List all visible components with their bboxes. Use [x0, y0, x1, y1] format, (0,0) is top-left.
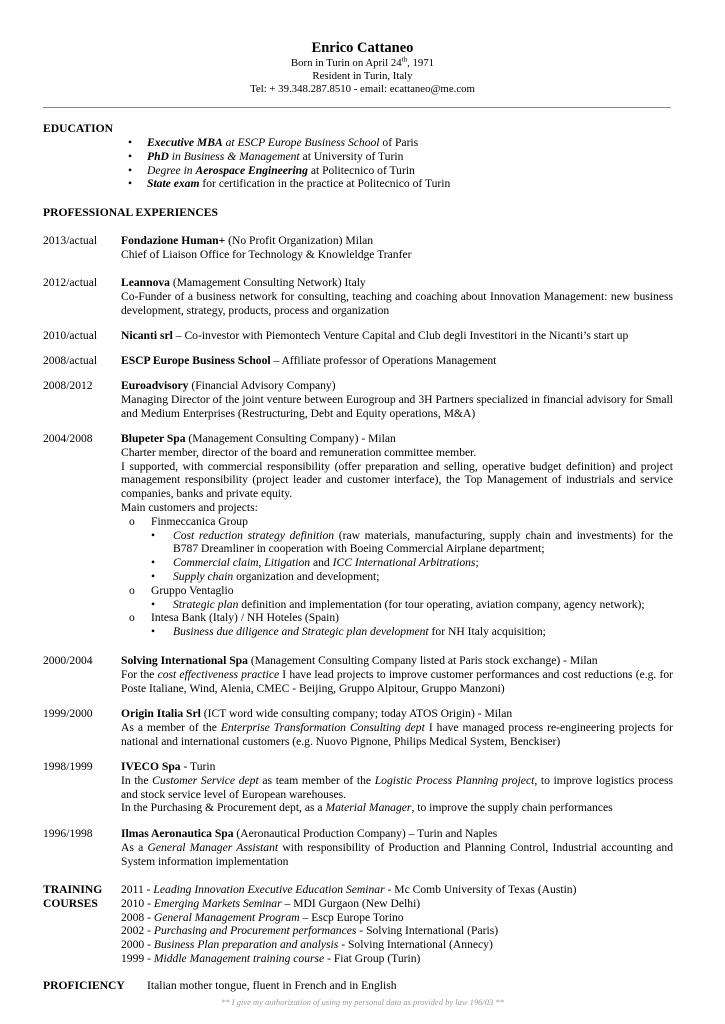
company-name: IVECO Spa [121, 760, 181, 773]
education-item: • State exam for certification in the practice at Politecnico of Turin [128, 177, 450, 191]
training-item: 2008 - General Management Program – Escp Europe Torino [121, 910, 404, 924]
experience-date: 2004/2008 [43, 432, 93, 445]
training-item: 2002 - Purchasing and Procurement performances - Solving International (Paris) [121, 924, 499, 938]
birth-suffix: th [401, 55, 408, 64]
education-item: • PhD in Business & Management at University of Turin [128, 150, 450, 164]
education-list [128, 136, 450, 191]
experience-date: 2008/actual [43, 354, 98, 367]
experience-role: In the Customer Service dept as team member of the Logistic Process Planning project, to improve logistics process and stock service level of European warehouses. [121, 773, 673, 801]
training-item: 1999 - Middle Management training course - Fiat Group (Turin) [121, 951, 421, 965]
project-item: • Business due diligence and Strategic plan development for NH Italy acquisition; [151, 625, 546, 639]
experience-role: For the cost effectiveness practice I have lead projects to improve customer performances and cost reductions (e.g. for Poste Italiane, Wind, Alenia, CMEC - Beijing, Gruppo Alpitour, Gruppo Manzoni) [121, 667, 673, 695]
contact-info: Tel: + 39.348.287.8510 - email: ecattaneo@me.com [250, 83, 475, 95]
experience-body: Solving International Spa (Management Consulting Company listed at Paris stock exchange) - Milan For the cost effectiveness practice I have lead projects to improve customer performances and cost reductions (e.g. for Poste Italiane, Wind, Alenia, CMEC - Beijing, Gruppo Alpitour, Gruppo Manzoni) [121, 654, 673, 695]
header-divider [43, 107, 671, 108]
candidate-name: Enrico Cattaneo [311, 40, 414, 56]
experience-role: Charter member, director of the board and remuneration committee member. [121, 445, 477, 459]
experience-subheading: Main customers and projects: [121, 500, 258, 514]
experience-body: IVECO Spa - Turin In the Customer Service dept as team member of the Logistic Process Planning project, to improve logistics process and stock service level of European warehouses. In the Purchasing & Procurement dept, as a Material Manager, to improve the supply chain performances [121, 760, 673, 815]
project-item: • Supply chain organization and development; [151, 569, 380, 583]
experience-date: 2008/2012 [43, 379, 93, 392]
training-list [121, 883, 576, 966]
company-name: Euroadvisory [121, 379, 189, 392]
company-name: Nicanti srl [121, 329, 173, 342]
training-heading-line: COURSES [43, 896, 98, 910]
training-heading-line: TRAINING [43, 883, 103, 896]
birth-year: , 1971 [407, 57, 435, 69]
training-item: 2000 - Business Plan preparation and analysis - Solving International (Annecy) [121, 938, 493, 952]
company-name: ESCP Europe Business School [121, 354, 271, 367]
training-item: 2010 - Emerging Markets Seminar – MDI Gurgaon (New Delhi) [121, 896, 421, 910]
experience-role: As a General Manager Assistant with responsibility of Production and Planning Control, Industrial accounting and System information implementation [121, 840, 673, 868]
experience-description: I supported, with commercial responsibility (offer preparation and selling, operative budget definition) and project management responsibility (project leader and customer interface), the Top Management of industrials and service companies, banks and private equity. [121, 459, 673, 501]
training-item: 2011 - Leading Innovation Executive Education Seminar - Mc Comb University of Texas (Austin) [121, 883, 577, 896]
company-name: Origin Italia Srl [121, 707, 201, 720]
birth-info [0, 57, 725, 70]
experience-date: 2000/2004 [43, 654, 93, 667]
training-heading [43, 883, 102, 911]
company-name: Blupeter Spa [121, 432, 186, 445]
birth-text: Born in Turin on April 24 [290, 57, 402, 69]
experience-date: 1998/1999 [43, 760, 93, 773]
experience-role: Co-Funder of a business network for consulting, teaching and coaching about Innovation Management: new business development, strategy, products, process and organization [121, 289, 673, 317]
experience-role: In the Purchasing & Procurement dept, as a Material Manager, to improve the supply chain performances [121, 801, 613, 815]
experience-role: Managing Director of the joint venture between Eurogroup and 3H Partners specialized in financial advisory for Small and Medium Enterprises (Restructuring, Debt and Equity operations, M&A) [121, 392, 673, 420]
experience-date: 1999/2000 [43, 707, 93, 720]
experience-date: 2010/actual [43, 329, 98, 342]
experience-body: Leannova (Mamagement Consulting Network) Italy Co-Funder of a business network for consulting, teaching and coaching about Innovation Management: new business development, strategy, products, process and organization [121, 276, 673, 317]
project-item: • Strategic plan definition and implementation (for tour operating, aviation company, agency network); [151, 597, 645, 611]
education-heading: EDUCATION [43, 122, 113, 135]
experience-body: Euroadvisory (Financial Advisory Company) Managing Director of the joint venture between Eurogroup and 3H Partners specialized in financial advisory for Small and Medium Enterprises (Restructuring, Debt and Equity operations, M&A) [121, 379, 673, 420]
proficiency-text: Italian mother tongue, fluent in French and in English [147, 979, 397, 992]
experience-date: 1996/1998 [43, 827, 93, 840]
experience-date: 2012/actual [43, 276, 98, 289]
experience-body: Ilmas Aeronautica Spa (Aeronautical Production Company) – Turin and Naples As a General Manager Assistant with responsibility of Production and Planning Control, Industrial accounting and System information implementation [121, 827, 673, 868]
experience-body: Nicanti srl – Co-investor with Piemontech Venture Capital and Club degli Investitori in the Nicanti’s start up [121, 329, 629, 342]
company-name: Solving International Spa [121, 654, 248, 667]
experience-body: Blupeter Spa (Management Consulting Company) - Milan Charter member, director of the board and remuneration committee member. I supported, with commercial responsibility (offer preparation and selling, operative budget definition) and project management responsibility (project leader and customer interface), the Top Management of industrials and service companies, banks and private equity. Main customers and projects: o Finmeccanica Group • Cost reduction strategy definition (raw materials, manufacturing, supply chain and investments) for the B787 Dreamliner in cooperation with Boeing Commercial Airplane department; • Commercial claim, Litigation and ICC International Arbitrations; • Supply chain organization and development; o Gruppo Ventaglio • Strategic plan definition and implementation (for tour operating, aviation company, agency network); o Intesa Bank (Italy) / NH Hoteles (Spain) • Business due diligence and Strategic plan development for NH Italy acquisition; [121, 432, 673, 639]
experience-body: Origin Italia Srl (ICT word wide consulting company; today ATOS Origin) - Milan As a member of the Enterprise Transformation Consulting dept I have managed process re-engineering projects for national and international customers (e.g. Nuovo Pignone, Philips Medical System, Benckiser) [121, 707, 673, 748]
customer-group: o Intesa Bank (Italy) / NH Hoteles (Spain) [129, 611, 340, 625]
resume-header [0, 40, 725, 96]
residence: Resident in Turin, Italy [312, 70, 413, 82]
customer-group: o Finmeccanica Group [129, 514, 248, 528]
experiences-heading: PROFESSIONAL EXPERIENCES [43, 206, 218, 219]
company-name: Fondazione Human+ [121, 234, 226, 247]
project-item: • Cost reduction strategy definition (raw materials, manufacturing, supply chain and investments) for the B787 Dreamliner in cooperation with Boeing Commercial Airplane department; [151, 528, 673, 556]
education-item: • Degree in Aerospace Engineering at Politecnico of Turin [128, 164, 450, 178]
company-name: Ilmas Aeronautica Spa [121, 827, 234, 840]
experience-date: 2013/actual [43, 234, 98, 247]
experience-role: Chief of Liaison Office for Technology & Knowleldge Tranfer [121, 247, 412, 261]
education-item: • Executive MBA at ESCP Europe Business School of Paris [128, 136, 450, 150]
customer-group: o Gruppo Ventaglio [129, 583, 234, 597]
project-item: • Commercial claim, Litigation and ICC International Arbitrations; [151, 556, 479, 570]
company-name: Leannova [121, 276, 170, 289]
experience-body: Fondazione Human+ (No Profit Organization) Milan Chief of Liaison Office for Technology & Knowleldge Tranfer [121, 234, 673, 262]
proficiency-heading: PROFICIENCY [43, 979, 125, 992]
experience-role: As a member of the Enterprise Transformation Consulting dept I have managed process re-engineering projects for national and international customers (e.g. Nuovo Pignone, Philips Medical System, Benckiser) [121, 720, 673, 748]
privacy-footer: ** I give my authorization of using my personal data as provided by law 196/03 ** [221, 997, 504, 1007]
experience-body: ESCP Europe Business School – Affiliate professor of Operations Management [121, 354, 497, 367]
